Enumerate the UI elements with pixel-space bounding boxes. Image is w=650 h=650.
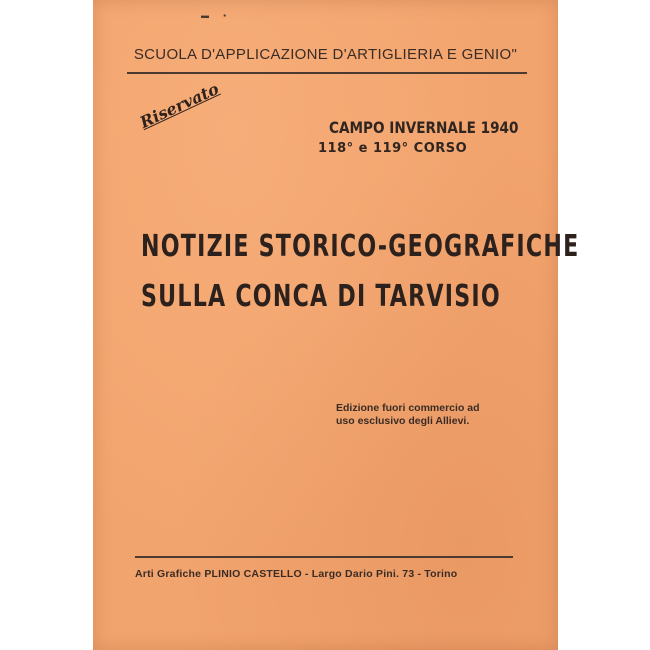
top-rule (127, 72, 527, 74)
corso-subtitle: 118° e 119° CORSO (318, 141, 468, 156)
campo-title: CAMPO INVERNALE 1940 (329, 118, 519, 137)
main-title-line-1: NOTIZIE STORICO-GEOGRAFICHE (141, 229, 580, 264)
printer-imprint: Arti Grafiche PLINIO CASTELLO - Largo Dario Pini. 73 - Torino (135, 568, 458, 580)
print-specks: ▬ ▪ (201, 11, 233, 20)
reserved-stamp: Riservato (136, 78, 222, 132)
edition-note-line-1: Edizione fuori commercio ad (336, 402, 480, 414)
edition-note-line-2: uso esclusivo degli Allievi. (336, 415, 470, 427)
document-cover (93, 0, 580, 650)
school-name: SCUOLA D'APPLICAZIONE D'ARTIGLIERIA E GENIO" (133, 46, 518, 63)
main-title-line-2: SULLA CONCA DI TARVISIO (141, 279, 501, 314)
edition-note (336, 402, 480, 428)
bottom-rule (135, 556, 513, 558)
